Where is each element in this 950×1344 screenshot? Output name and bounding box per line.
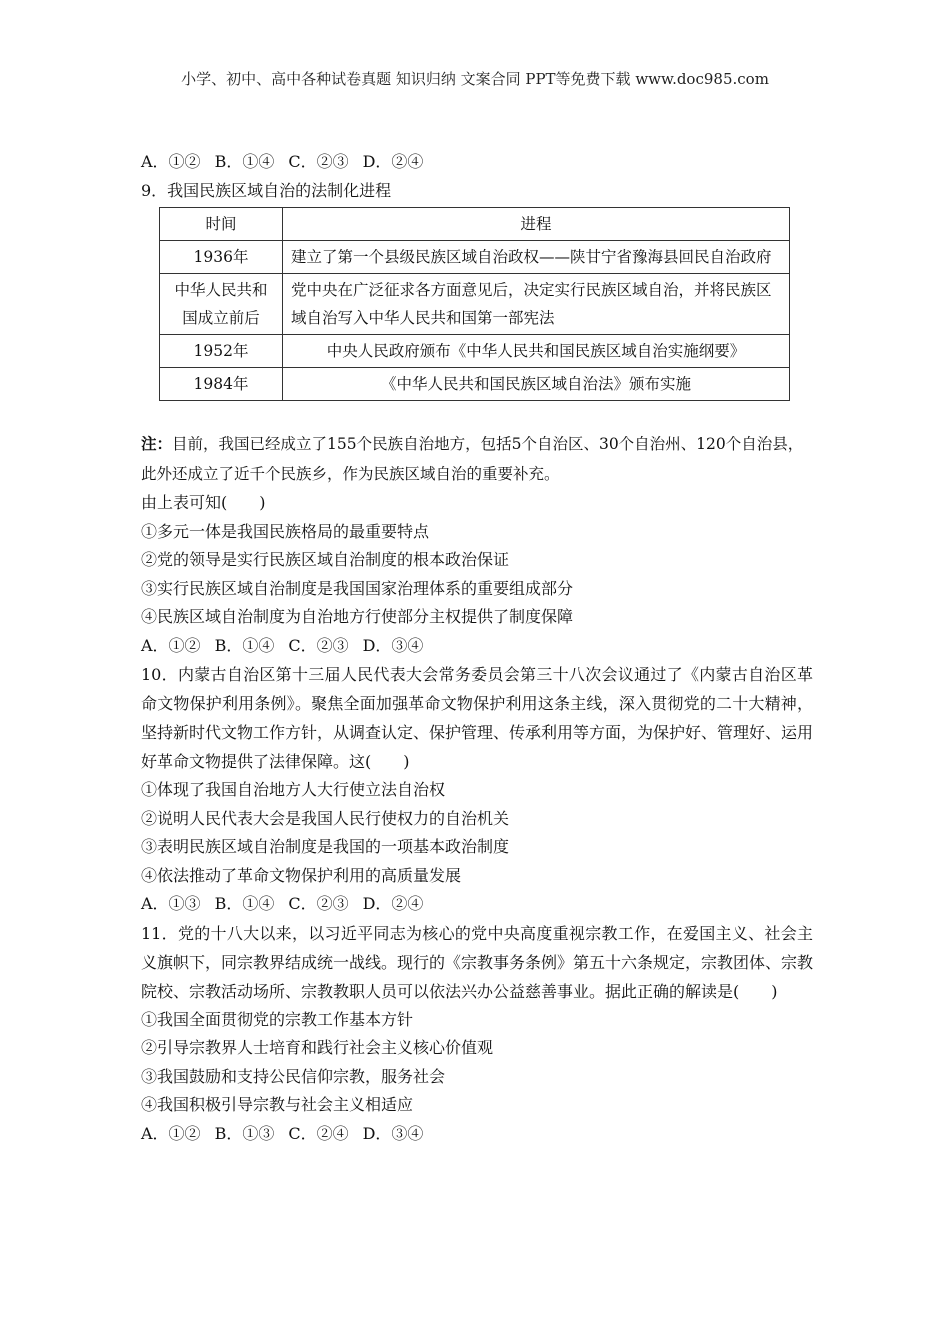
q9-ask: 由上表可知( ) (141, 493, 266, 512)
row-event: 建立了第一个县级民族区域自治政权——陕甘宁省豫海县回民自治政府 (283, 241, 790, 274)
option-c: C．②③ (288, 152, 349, 171)
row-time: 中华人民共和国成立前后 (160, 274, 283, 335)
q10-stem: 10．内蒙古自治区第十三届人民代表大会常务委员会第三十八次会议通过了《内蒙古自治区革命文物保护利用条例》。聚焦全面加强革命文物保护利用这条主线，深入贯彻党的二十大精神，坚持新时代文物工作方针，从调查认定、保护管理、传承利用等方面，为保护好、管理好、运用好革命文物提供了法律保障。这( ) (141, 665, 814, 771)
option-d: D．③④ (362, 1123, 424, 1143)
q10-item: ④依法推动了革命文物保护利用的高质量发展 (141, 865, 462, 885)
table-row (160, 274, 790, 335)
exam-content (141, 148, 813, 1148)
table-row (160, 335, 790, 368)
note-text: 目前，我国已经成立了155个民族自治地方，包括5个自治区、30个自治州、120个自治县，此外还成立了近千个民族乡，作为民族区域自治的重要补充。 (141, 435, 804, 483)
table-row (160, 368, 790, 401)
option-d: D．②④ (362, 894, 424, 913)
header-event: 进程 (283, 208, 790, 241)
progress-table (159, 207, 790, 401)
row-event: 《中华人民共和国民族区域自治法》颁布实施 (283, 368, 790, 401)
row-time: 1936年 (160, 241, 283, 274)
note-label: 注： (141, 434, 173, 453)
option-a: A．①③ (141, 894, 201, 913)
option-a: A．①② (141, 152, 201, 171)
table-note (141, 429, 813, 489)
table-header-row (160, 208, 790, 241)
option-d: D．②④ (362, 152, 424, 171)
q8-options (141, 148, 813, 177)
q10-item: ③表明民族区域自治制度是我国的一项基本政治制度 (141, 837, 510, 856)
q11-options (141, 1120, 813, 1149)
option-c: C．②④ (288, 1123, 349, 1143)
q11-stem: 11．党的十八大以来，以习近平同志为核心的党中央高度重视宗教工作，在爱国主义、社会主义旗帜下，同宗教界结成统一战线。现行的《宗教事务条例》第五十六条规定，宗教团体、宗教院校、宗教活动场所、宗教教职人员可以依法兴办公益慈善事业。据此正确的解读是( ) (141, 923, 814, 1001)
option-d: D．③④ (362, 635, 424, 655)
row-time: 1984年 (160, 368, 283, 401)
q9-item: ①多元一体是我国民族格局的最重要特点 (141, 521, 430, 541)
q10-item: ①体现了我国自治地方人大行使立法自治权 (141, 780, 446, 799)
q9-stem: 9．我国民族区域自治的法制化进程 (141, 180, 392, 200)
row-time: 1952年 (160, 335, 283, 368)
q10-options (141, 890, 813, 919)
option-b: B．①④ (214, 894, 275, 913)
q9-item: ②党的领导是实行民族区域自治制度的根本政治保证 (141, 550, 510, 569)
header-time: 时间 (160, 208, 283, 241)
option-a: A．①② (141, 635, 201, 655)
q11-item: ③我国鼓励和支持公民信仰宗教，服务社会 (141, 1066, 446, 1086)
page-header: 小学、初中、高中各种试卷真题 知识归纳 文案合同 PPT等免费下载 www.doc985.com (181, 70, 769, 88)
table-row (160, 241, 790, 274)
option-a: A．①② (141, 1123, 201, 1143)
option-b: B．①③ (214, 1123, 275, 1143)
q11-item: ②引导宗教界人士培育和践行社会主义核心价值观 (141, 1038, 494, 1057)
q9-item: ③实行民族区域自治制度是我国国家治理体系的重要组成部分 (141, 578, 574, 598)
option-b: B．①④ (214, 152, 275, 171)
option-c: C．②③ (288, 894, 349, 913)
row-event: 中央人民政府颁布《中华人民共和国民族区域自治实施纲要》 (283, 335, 790, 368)
q9-options (141, 632, 813, 661)
q11-item: ①我国全面贯彻党的宗教工作基本方针 (141, 1009, 414, 1029)
q11-item: ④我国积极引导宗教与社会主义相适应 (141, 1095, 414, 1114)
row-event: 党中央在广泛征求各方面意见后，决定实行民族区域自治，并将民族区域自治写入中华人民共和国第一部宪法 (283, 274, 790, 335)
q10-item: ②说明人民代表大会是我国人民行使权力的自治机关 (141, 808, 510, 828)
q9-item: ④民族区域自治制度为自治地方行使部分主权提供了制度保障 (141, 607, 574, 626)
option-b: B．①④ (214, 635, 275, 655)
option-c: C．②③ (288, 635, 349, 655)
